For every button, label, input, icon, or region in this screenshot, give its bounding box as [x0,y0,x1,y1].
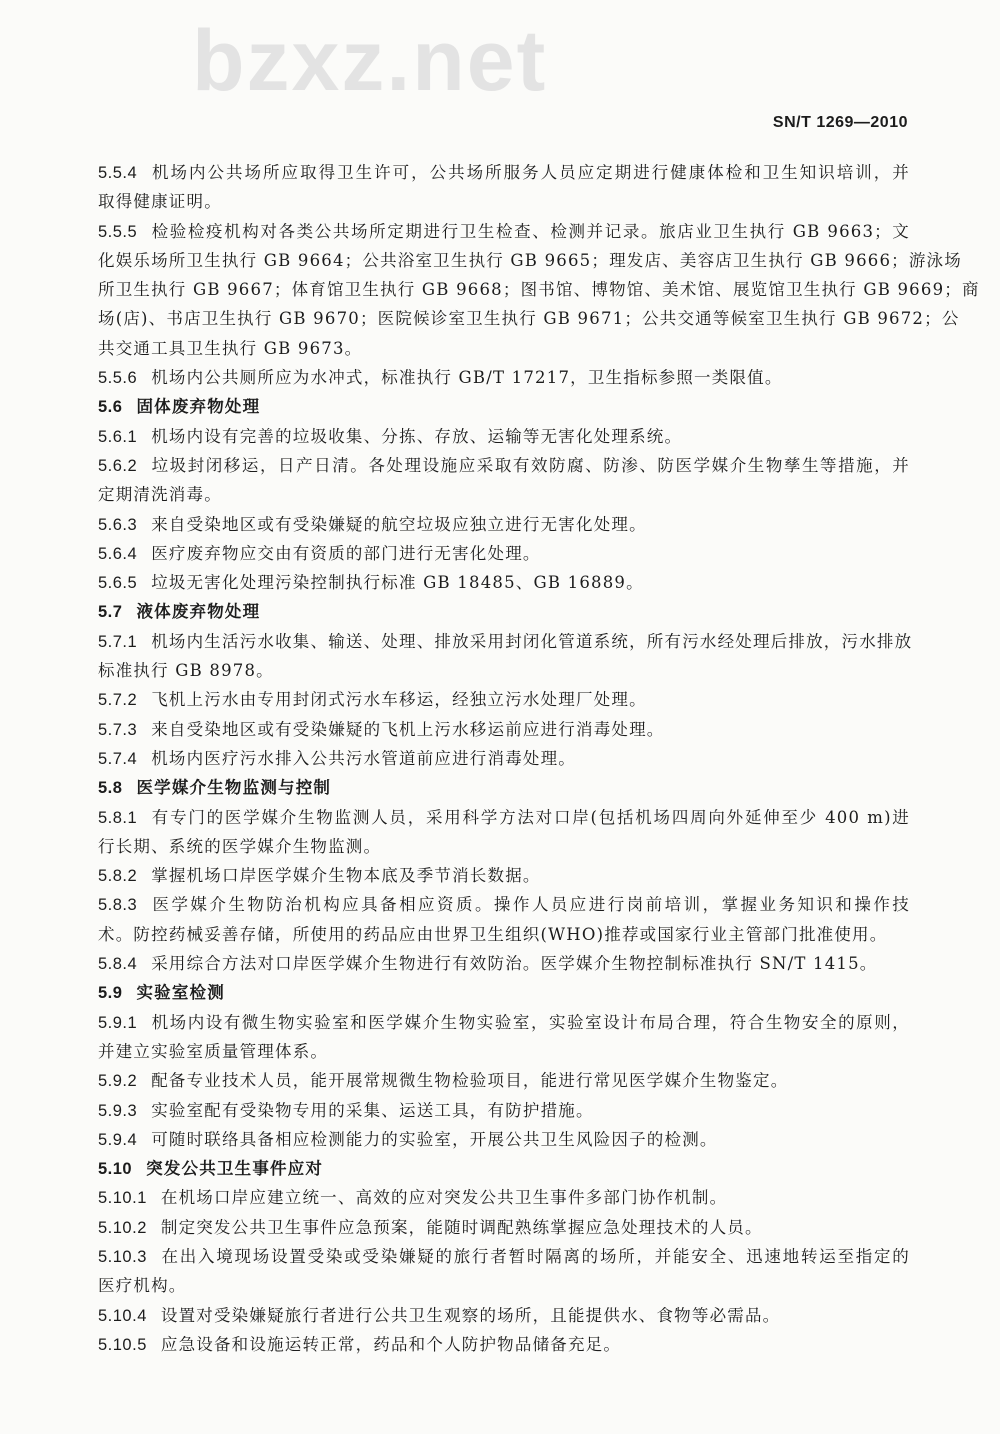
text-line [98,627,913,656]
text-line [98,1242,910,1271]
clause-text: 标准执行 GB 8978。 [98,661,274,681]
clause-text: 液体废弃物处理 [136,602,261,622]
clause-text: 术。防控药械妥善存储，所使用的药品应由世界卫生组织(WHO)推荐或国家行业主管部门批准使用。 [98,924,888,944]
clause-number: 5.8.3 [98,896,138,915]
clause-number: 5.7.3 [98,720,138,739]
clause [98,1242,910,1301]
clause [98,1301,910,1330]
text-line [98,451,910,480]
clause [98,1330,910,1359]
clause-number: 5.6.3 [98,515,138,534]
clause-text: 医疗机构。 [98,1276,187,1296]
text-line [98,1125,910,1154]
text-line [98,1301,910,1330]
text-line [98,685,910,714]
clause-text: 化娱乐场所卫生执行 GB 9664；公共浴室卫生执行 GB 9665；理发店、美容店卫生执行 GB 9666；游泳场 [98,250,962,270]
text-line [98,832,910,861]
clause-text: 来自受染地区或有受染嫌疑的飞机上污水移运前应进行消毒处理。 [151,719,665,739]
clause-number: 5.5.4 [98,164,138,182]
clause-number: 5.10.5 [98,1335,147,1354]
clause [98,627,913,686]
text-line [98,920,910,949]
section-heading [98,392,910,421]
clause-number: 5.8.1 [98,808,138,827]
clause-text: 机场内公共厕所应为水冲式，标准执行 GB/T 17217，卫生指标参照一类限值。 [151,368,783,388]
document-body [98,158,980,1359]
clause-text: 固体废弃物处理 [136,397,261,417]
clause [98,949,910,978]
clause-number: 5.8.2 [98,867,138,886]
clause-number: 5.10.4 [98,1306,147,1325]
text-line [98,1008,910,1037]
clause-text: 应急设备和设施运转正常，药品和个人防护物品储备充足。 [160,1334,622,1354]
clause [98,1008,910,1067]
clause-number: 5.7 [98,603,123,622]
clause-text: 来自受染地区或有受染嫌疑的航空垃圾应独立进行无害化处理。 [151,514,647,534]
document-code: SN/T 1269—2010 [772,114,908,131]
text-line [98,744,910,773]
text-line [98,510,910,539]
clause-text: 医学媒介生物防治机构应具备相应资质。操作人员应进行岗前培训，掌握业务知识和操作技 [151,895,910,915]
clause-text: 在机场口岸应建立统一、高效的应对突发公共卫生事件多部门协作机制。 [160,1188,728,1208]
clause [98,1066,910,1095]
clause [98,1213,910,1242]
clause-text: 有专门的医学媒介生物监测人员，采用科学方法对口岸(包括机场四周向外延伸至少 400 m)进 [151,807,910,827]
watermark: bzxz.net [192,13,548,109]
clause-number: 5.10 [98,1160,133,1179]
text-line [98,480,910,509]
clause-number: 5.7.2 [98,691,138,710]
text-line [98,773,910,802]
text-line [98,1183,910,1212]
text-line [98,1154,910,1183]
clause-text: 垃圾无害化处理污染控制执行标准 GB 18485、GB 16889。 [151,573,644,593]
text-line [98,978,910,1007]
text-line [98,275,980,304]
clause-text: 检验检疫机构对各类公共场所定期进行卫生检查、检测并记录。旅店业卫生执行 GB 9663；文 [151,221,910,241]
section-heading [98,978,910,1007]
section-heading [98,1154,910,1183]
clause-text: 机场内生活污水收集、输送、处理、排放采用封闭化管道系统，所有污水经处理后排放，污水排放 [151,631,913,651]
clause-text: 机场内设有完善的垃圾收集、分拣、存放、运输等无害化处理系统。 [151,426,683,446]
clause [98,803,910,862]
clause-text: 所卫生执行 GB 9667；体育馆卫生执行 GB 9668；图书馆、博物馆、美术馆、展览馆卫生执行 GB 9669；商 [98,280,980,300]
clause-text: 医学媒介生物监测与控制 [136,778,332,798]
clause-number: 5.5.6 [98,369,138,388]
text-line [98,392,910,421]
clause-text: 实验室检测 [136,983,225,1003]
clause-text: 行长期、系统的医学媒介生物监测。 [98,836,382,856]
clause-text: 可随时联络具备相应检测能力的实验室，开展公共卫生风险因子的检测。 [151,1129,718,1149]
clause-number: 5.6.5 [98,574,138,593]
clause [98,890,910,949]
clause [98,568,910,597]
clause-text: 设置对受染嫌疑旅行者进行公共卫生观察的场所，且能提供水、食物等必需品。 [160,1305,781,1325]
clause-text: 飞机上污水由专用封闭式污水车移运，经独立污水处理厂处理。 [151,690,647,710]
clause-text: 在出入境现场设置受染或受染嫌疑的旅行者暂时隔离的场所，并能安全、迅速地转运至指定的 [160,1246,910,1266]
clause-number: 5.7.4 [98,749,138,768]
text-line [98,1096,910,1125]
clause-text: 掌握机场口岸医学媒介生物本底及季节消长数据。 [151,866,541,886]
clause-text: 机场内设有微生物实验室和医学媒介生物实验室，实验室设计布局合理，符合生物安全的原则， [151,1012,910,1032]
text-line [98,715,910,744]
clause-number: 5.10.2 [98,1218,147,1237]
text-line [98,246,962,275]
text-line [98,861,910,890]
clause-number: 5.9 [98,984,123,1003]
text-line [98,539,910,568]
clause [98,1183,910,1212]
clause-text: 制定突发公共卫生事件应急预案，能随时调配熟练掌握应急处理技术的人员。 [160,1217,763,1237]
clause-number: 5.9.3 [98,1101,138,1120]
text-line [98,1037,910,1066]
text-line [98,334,910,363]
clause-text: 垃圾封闭移运，日产日清。各处理设施应采取有效防腐、防渗、防医学媒介生物孳生等措施，并 [151,455,910,475]
clause-number: 5.6 [98,398,123,417]
clause [98,422,910,451]
section-heading [98,773,910,802]
clause [98,1125,910,1154]
text-line [98,422,910,451]
text-line [98,656,910,685]
text-line [98,217,910,246]
clause-number: 5.6.4 [98,544,138,563]
clause-text: 机场内医疗污水排入公共污水管道前应进行消毒处理。 [151,748,577,768]
text-line [98,890,910,919]
clause-number: 5.6.2 [98,456,138,475]
clause-text: 实验室配有受染物专用的采集、运送工具，有防护措施。 [151,1100,594,1120]
text-line [98,803,910,832]
clause-text: 突发公共卫生事件应对 [146,1159,324,1179]
clause-number: 5.9.4 [98,1130,138,1149]
clause-text: 采用综合方法对口岸医学媒介生物进行有效防治。医学媒介生物控制标准执行 SN/T 1415。 [151,954,878,974]
text-line [98,568,910,597]
clause [98,158,910,217]
clause-number: 5.7.1 [98,632,138,651]
clause-number: 5.9.1 [98,1013,138,1032]
text-line [98,1330,910,1359]
text-line [98,158,910,187]
text-line [98,1271,910,1300]
clause-text: 机场内公共场所应取得卫生许可，公共场所服务人员应定期进行健康体检和卫生知识培训，并 [151,163,910,182]
clause-text: 医疗废弃物应交由有资质的部门进行无害化处理。 [151,543,541,563]
clause [98,744,910,773]
clause-number: 5.5.5 [98,222,138,241]
text-line [98,187,910,216]
clause-number: 5.6.1 [98,427,138,446]
clause-text: 取得健康证明。 [98,192,222,212]
clause-text: 共交通工具卫生执行 GB 9673。 [98,338,363,358]
clause [98,451,910,510]
clause-number: 5.10.1 [98,1189,147,1208]
clause [98,363,910,392]
clause [98,715,910,744]
clause [98,510,910,539]
text-line [98,1213,910,1242]
section-heading [98,597,910,626]
clause [98,217,980,363]
clause [98,861,910,890]
clause [98,1096,910,1125]
clause-text: 并建立实验室质量管理体系。 [98,1041,329,1061]
clause-text: 定期清洗消毒。 [98,485,222,505]
text-line [98,1066,910,1095]
text-line [98,597,910,626]
clause [98,539,910,568]
text-line [98,363,910,392]
clause-number: 5.9.2 [98,1072,138,1091]
clause-number: 5.10.3 [98,1247,147,1266]
clause-text: 场(店)、书店卫生执行 GB 9670；医院候诊室卫生执行 GB 9671；公共交通等候室卫生执行 GB 9672；公 [98,309,960,329]
clause-number: 5.8 [98,779,123,798]
clause [98,685,910,714]
clause-text: 配备专业技术人员，能开展常规微生物检验项目，能进行常见医学媒介生物鉴定。 [151,1071,789,1091]
text-line [98,949,910,978]
clause-number: 5.8.4 [98,955,138,974]
text-line [98,304,960,333]
